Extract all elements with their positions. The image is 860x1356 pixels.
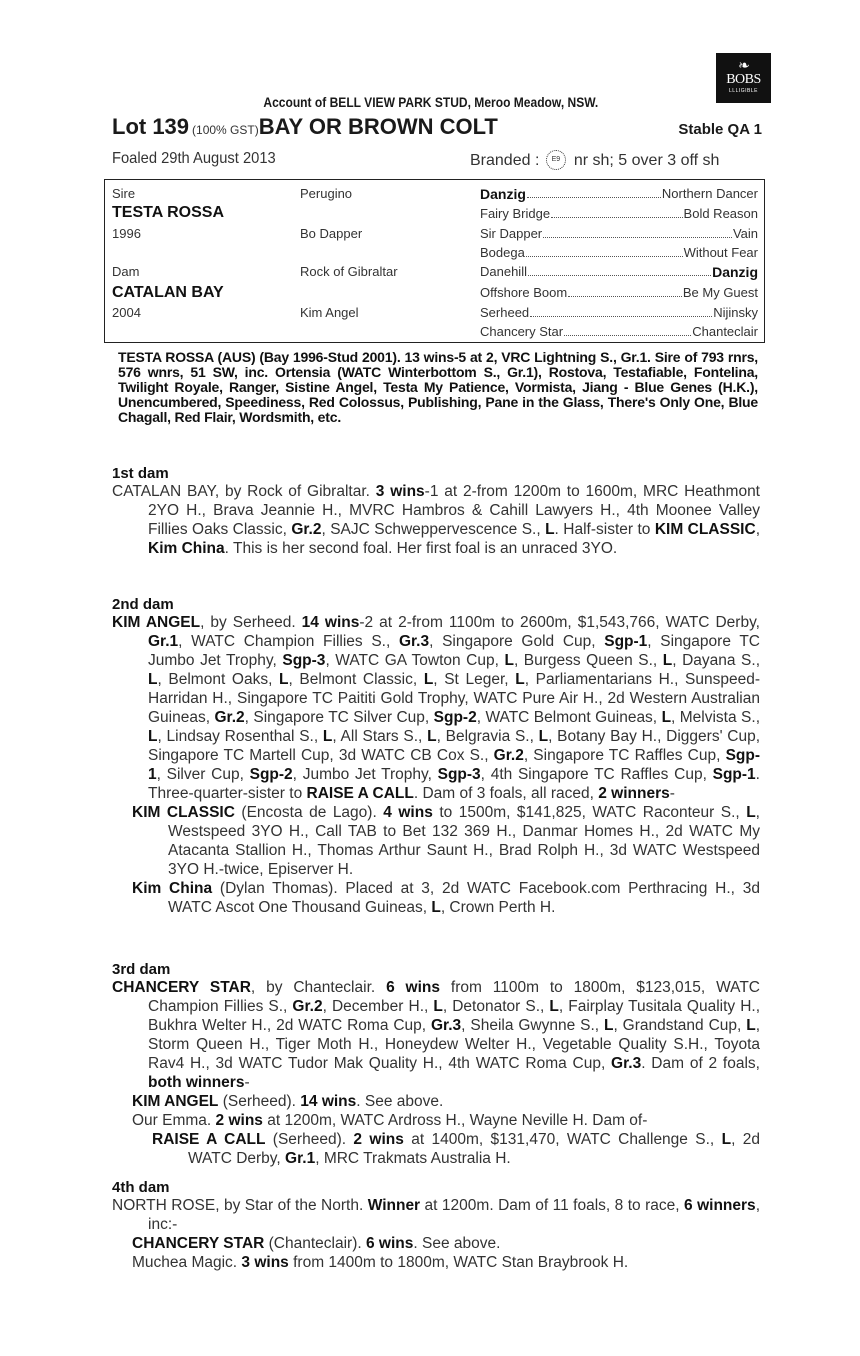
bold-text: 14 wins bbox=[301, 614, 360, 631]
bold-text: Sgp-3 bbox=[282, 652, 326, 669]
dam-dam: Kim Angel bbox=[300, 305, 359, 320]
leader-dots bbox=[564, 324, 691, 336]
text: , Melvista S., bbox=[671, 709, 760, 726]
bold-text: 2 winners bbox=[598, 785, 670, 802]
bold-text: L bbox=[549, 998, 559, 1015]
text: , Westspeed 3YO H., Call TAB to Bet 132 369 H., Danmar Homes H., 2d WATC My Atacanta Stallion H., Thomas Arthur Saunt H., Brad Rolph H., 3d WATC Westspeed 3YO H.-twice, Episerver H. bbox=[168, 804, 760, 878]
bold-text: Sgp-3 bbox=[437, 766, 481, 783]
leader-dots bbox=[526, 245, 683, 257]
dam-name: CATALAN BAY bbox=[112, 284, 224, 301]
logo-subtext: LLLIGIBLE bbox=[729, 88, 758, 94]
text: at 1200m, WATC Ardross H., Wayne Neville H. Dam of- bbox=[262, 1112, 648, 1129]
leader-dots bbox=[527, 186, 661, 198]
dam-entry bbox=[112, 613, 760, 803]
text: , MRC Trakmats Australia H. bbox=[315, 1150, 511, 1167]
gen3-sire: Chancery Star bbox=[480, 324, 564, 339]
bold-text: 4 wins bbox=[383, 804, 433, 821]
brand-mark-icon: E9 bbox=[546, 150, 566, 170]
bold-text: L bbox=[148, 671, 158, 688]
dam-entry bbox=[112, 803, 760, 879]
gen3-sire: Serheed bbox=[480, 305, 530, 320]
text: at 1200m. Dam of 11 foals, 8 to race, bbox=[420, 1197, 685, 1214]
bold-text: Gr.1 bbox=[148, 633, 179, 650]
text: , Lindsay Rosenthal S., bbox=[157, 728, 323, 745]
lot-number: Lot 139 bbox=[112, 114, 190, 139]
text: , Crown Perth H. bbox=[440, 899, 556, 916]
dam-section-3 bbox=[112, 961, 760, 1168]
bold-text: L bbox=[603, 1017, 614, 1034]
lot-title-line bbox=[112, 114, 762, 140]
bold-text: Gr.2 bbox=[292, 998, 323, 1015]
text: , WATC GA Towton Cup, bbox=[325, 652, 505, 669]
bold-text: L bbox=[515, 671, 525, 688]
text: , Parliamentarians H., Sunspeed-Harridan H., Singapore TC Paititi Gold Trophy, WATC Pure Air H., 2d Western Australian Guineas, bbox=[148, 671, 760, 726]
bold-text: Sgp-1 bbox=[604, 633, 648, 650]
text: -1 at 2-from 1200m to 1600m, MRC Heathmont 2YO H., Brava Jeannie H., MVRC Hambros & Cahill Lawyers H., 4th Moonee Valley Fillies Oaks Classic, bbox=[148, 483, 760, 538]
pedigree-gen3-row bbox=[480, 264, 758, 280]
bold-text: L bbox=[721, 1131, 732, 1148]
text: . Dam of 2 foals, bbox=[641, 1055, 760, 1072]
text: , bbox=[755, 521, 760, 538]
foaled-date: Foaled 29th August 2013 bbox=[112, 150, 276, 167]
dam-section-2 bbox=[112, 596, 760, 917]
leader-dots bbox=[530, 305, 712, 317]
gen3-sire: Danzig bbox=[480, 186, 526, 202]
bold-text: KIM ANGEL bbox=[112, 614, 201, 631]
sire-sire: Perugino bbox=[300, 186, 353, 201]
dam-heading: 2nd dam bbox=[112, 596, 174, 613]
bold-text: Gr.3 bbox=[611, 1055, 642, 1072]
bird-logo-icon: ❧ bbox=[738, 57, 749, 73]
dam-entry bbox=[112, 1234, 760, 1253]
vendor-account: Account of BELL VIEW PARK STUD, Meroo Meadow, NSW. bbox=[263, 94, 599, 110]
text: , Botany Bay H., Diggers' Cup, Singapore TC Martell Cup, 3d WATC CB Cox S., bbox=[148, 728, 760, 764]
gst-note: (100% GST) bbox=[192, 123, 259, 137]
text: , WATC Belmont Guineas, bbox=[476, 709, 662, 726]
gen3-dam: Danzig bbox=[712, 264, 758, 280]
pedigree-gen3-row bbox=[480, 324, 758, 339]
bold-text: L bbox=[427, 728, 437, 745]
text: , Dayana S., bbox=[672, 652, 760, 669]
text: . See above. bbox=[356, 1093, 444, 1110]
logo-text: BOBS bbox=[726, 72, 761, 87]
gen3-sire: Offshore Boom bbox=[480, 285, 568, 300]
dam-section-1 bbox=[112, 465, 760, 558]
bold-text: L bbox=[662, 652, 673, 669]
text: , Fairplay Tusitala Quality H., Bukhra Welter H., 2d WATC Roma Cup, bbox=[148, 998, 761, 1034]
bold-text: Gr.3 bbox=[398, 633, 430, 650]
text: (Chanteclair). bbox=[264, 1235, 366, 1252]
text: . Dam of 3 foals, all raced, bbox=[413, 785, 599, 802]
sire-dam: Bo Dapper bbox=[300, 226, 363, 241]
text: , Singapore Gold Cup, bbox=[429, 633, 605, 650]
text: , Singapore TC Silver Cup, bbox=[244, 709, 434, 726]
text: , inc:- bbox=[148, 1197, 760, 1233]
bold-text: 3 wins bbox=[241, 1254, 289, 1271]
bold-text: Gr.1 bbox=[285, 1150, 316, 1167]
gen3-sire: Danehill bbox=[480, 264, 527, 279]
pedigree-gen3-row bbox=[480, 245, 758, 260]
bold-text: KIM CLASSIC bbox=[132, 804, 235, 821]
dam-sire: Rock of Gibraltar bbox=[300, 264, 398, 279]
dam-heading: 4th dam bbox=[112, 1179, 170, 1196]
text: (Serheed). bbox=[265, 1131, 354, 1148]
text: , Belmont Classic, bbox=[288, 671, 424, 688]
pedigree-gen3-row bbox=[480, 206, 758, 221]
bold-text: Sgp-2 bbox=[433, 709, 477, 726]
gen3-dam: Nijinsky bbox=[713, 305, 758, 320]
text: - bbox=[244, 1074, 250, 1091]
horse-description: BAY OR BROWN COLT bbox=[258, 114, 498, 139]
dam-entry bbox=[112, 482, 760, 558]
text: Our Emma. bbox=[132, 1112, 216, 1129]
dam-entry bbox=[112, 1092, 760, 1111]
pedigree-gen3-row bbox=[480, 305, 758, 320]
text: (Serheed). bbox=[218, 1093, 301, 1110]
bold-text: Sgp-1 bbox=[712, 766, 756, 783]
text: , Grandstand Cup, bbox=[613, 1017, 747, 1034]
bold-text: 6 wins bbox=[386, 979, 441, 996]
text: (Encosta de Lago). bbox=[234, 804, 384, 821]
text: , WATC Champion Fillies S., bbox=[178, 633, 399, 650]
bold-text: 2 wins bbox=[215, 1112, 263, 1129]
text: , December H., bbox=[322, 998, 434, 1015]
text: , Singapore TC Jumbo Jet Trophy, bbox=[148, 633, 760, 669]
pedigree-gen3-row bbox=[480, 186, 758, 202]
text: . Three-quarter-sister to bbox=[148, 766, 760, 802]
gen3-sire: Fairy Bridge bbox=[480, 206, 551, 221]
bold-text: Gr.2 bbox=[291, 521, 322, 538]
text: - bbox=[669, 785, 675, 802]
bold-text: 6 wins bbox=[366, 1235, 414, 1252]
text: , St Leger, bbox=[433, 671, 516, 688]
text: , Detonator S., bbox=[442, 998, 550, 1015]
text: CATALAN BAY, by Rock of Gibraltar. bbox=[112, 483, 376, 500]
text: . Half-sister to bbox=[554, 521, 655, 538]
brand-info bbox=[470, 150, 760, 170]
gen3-sire: Bodega bbox=[480, 245, 525, 260]
dam-entry bbox=[112, 978, 760, 1092]
bold-text: RAISE A CALL bbox=[152, 1131, 266, 1148]
bold-text: RAISE A CALL bbox=[306, 785, 414, 802]
gen3-dam: Be My Guest bbox=[682, 285, 758, 300]
dam-heading: 3rd dam bbox=[112, 961, 171, 978]
text: , Burgess Queen S., bbox=[513, 652, 663, 669]
bold-text: L bbox=[545, 521, 555, 538]
gen3-dam: Bold Reason bbox=[683, 206, 758, 221]
dam-entry bbox=[112, 1196, 760, 1234]
dam-heading: 1st dam bbox=[112, 465, 169, 482]
text: -2 at 2-from 1100m to 2600m, $1,543,766, WATC Derby, bbox=[359, 614, 760, 631]
bold-text: Sgp-1 bbox=[148, 747, 760, 783]
bold-text: Winner bbox=[367, 1197, 421, 1214]
text: (Dylan Thomas). Placed at 3, 2d WATC Facebook.com Perthracing H., 3d WATC Ascot One Thousand Guineas, bbox=[168, 880, 760, 916]
bold-text: L bbox=[423, 671, 434, 688]
sire-name: TESTA ROSSA bbox=[112, 204, 225, 221]
text: , by Serheed. bbox=[200, 614, 302, 631]
stable-location: Stable QA 1 bbox=[678, 121, 762, 138]
bold-text: L bbox=[322, 728, 333, 745]
bold-text: Sgp-2 bbox=[249, 766, 293, 783]
bold-text: L bbox=[148, 728, 158, 745]
branded-label: Branded : bbox=[470, 152, 540, 169]
branded-detail: nr sh; 5 over 3 off sh bbox=[573, 152, 720, 169]
bold-text: L bbox=[279, 671, 289, 688]
bold-text: L bbox=[661, 709, 672, 726]
text: , 2d WATC Derby, bbox=[188, 1131, 760, 1167]
bold-text: Kim China bbox=[148, 540, 225, 557]
text: to 1500m, $141,825, WATC Raconteur S., bbox=[432, 804, 747, 821]
bold-text: Gr.2 bbox=[493, 747, 524, 764]
dam-label: Dam bbox=[112, 264, 140, 279]
bold-text: L bbox=[746, 804, 756, 821]
text: at 1400m, $131,470, WATC Challenge S., bbox=[403, 1131, 722, 1148]
dam-entry bbox=[112, 1253, 760, 1272]
bold-text: 14 wins bbox=[300, 1093, 357, 1110]
dam-entry bbox=[112, 879, 760, 917]
pedigree-table bbox=[104, 179, 765, 343]
text: from 1100m to 1800m, $123,015, WATC Champion Fillies S., bbox=[148, 979, 760, 1015]
bold-text: L bbox=[431, 899, 441, 916]
gen3-dam: Northern Dancer bbox=[661, 186, 758, 201]
dam-entry bbox=[112, 1130, 760, 1168]
gen3-sire: Sir Dapper bbox=[480, 226, 543, 241]
text: , Belmont Oaks, bbox=[157, 671, 280, 688]
bold-text: 6 winners bbox=[684, 1197, 756, 1214]
gen3-dam: Without Fear bbox=[683, 245, 758, 260]
bold-text: L bbox=[433, 998, 443, 1015]
text: NORTH ROSE, by Star of the North. bbox=[112, 1197, 368, 1214]
text: , Singapore TC Raffles Cup, bbox=[523, 747, 726, 764]
leader-dots bbox=[528, 264, 711, 276]
bold-text: L bbox=[538, 728, 549, 745]
leader-dots bbox=[568, 285, 682, 297]
pedigree-gen3-row bbox=[480, 226, 758, 241]
dam-entry bbox=[112, 1111, 760, 1130]
text: , Jumbo Jet Trophy, bbox=[292, 766, 438, 783]
bold-text: KIM ANGEL bbox=[132, 1093, 219, 1110]
bold-text: CHANCERY STAR bbox=[112, 979, 251, 996]
text: from 1400m to 1800m, WATC Stan Braybrook H. bbox=[288, 1254, 629, 1271]
text: , Belgravia S., bbox=[436, 728, 539, 745]
bold-text: L bbox=[746, 1017, 756, 1034]
text: Muchea Magic. bbox=[132, 1254, 242, 1271]
bold-text: L bbox=[504, 652, 514, 669]
bold-text: CHANCERY STAR bbox=[132, 1235, 265, 1252]
text: , by Chanteclair. bbox=[250, 979, 387, 996]
text: . This is her second foal. Her first foal is an unraced 3YO. bbox=[224, 540, 618, 557]
text: , 4th Singapore TC Raffles Cup, bbox=[480, 766, 713, 783]
text: , Storm Queen H., Tiger Moth H., Honeydew Welter H., Vegetable Quality S.H., Toyota Rav4 H., 3d WATC Tudor Mak Quality H., 4th WATC Roma Cup, bbox=[148, 1017, 760, 1072]
dam-year: 2004 bbox=[112, 305, 141, 320]
bold-text: Gr.2 bbox=[214, 709, 245, 726]
bold-text: Kim China bbox=[132, 880, 213, 897]
sire-label: Sire bbox=[112, 186, 136, 201]
leader-dots bbox=[551, 206, 682, 218]
gen3-dam: Chanteclair bbox=[692, 324, 758, 339]
text: . See above. bbox=[413, 1235, 501, 1252]
gen3-dam: Vain bbox=[732, 226, 758, 241]
bold-text: 3 wins bbox=[375, 483, 425, 500]
bold-text: KIM CLASSIC bbox=[654, 521, 756, 538]
bold-text: 2 wins bbox=[353, 1131, 404, 1148]
sire-year: 1996 bbox=[112, 226, 141, 241]
text: , Sheila Gwynne S., bbox=[461, 1017, 604, 1034]
dam-section-4 bbox=[112, 1179, 760, 1272]
bold-text: Gr.3 bbox=[430, 1017, 462, 1034]
sire-summary: TESTA ROSSA (AUS) (Bay 1996-Stud 2001). 13 wins-5 at 2, VRC Lightning S., Gr.1. Sire of 793 rnrs, 576 wnrs, 51 SW, inc. Ortensia (WATC Winterbottom S., Gr.1), Rostova, Testafiable, Fontelina, Twilight Royale, Ranger, Sistine Angel, Testa My Patience, Vormista, Jiang - Blue Genes (H.K.), Unencumbered, Speediness, Red Colossus, Publishing, Pane in the Glass, There's Only One, Blue Chagall, Red Flair, Wordsmith, etc. bbox=[118, 349, 758, 425]
pedigree-gen3-row bbox=[480, 285, 758, 300]
bold-text: both winners bbox=[148, 1074, 245, 1091]
leader-dots bbox=[543, 226, 732, 238]
text: , Silver Cup, bbox=[156, 766, 250, 783]
text: , All Stars S., bbox=[332, 728, 428, 745]
text: , SAJC Schweppervescence S., bbox=[321, 521, 546, 538]
